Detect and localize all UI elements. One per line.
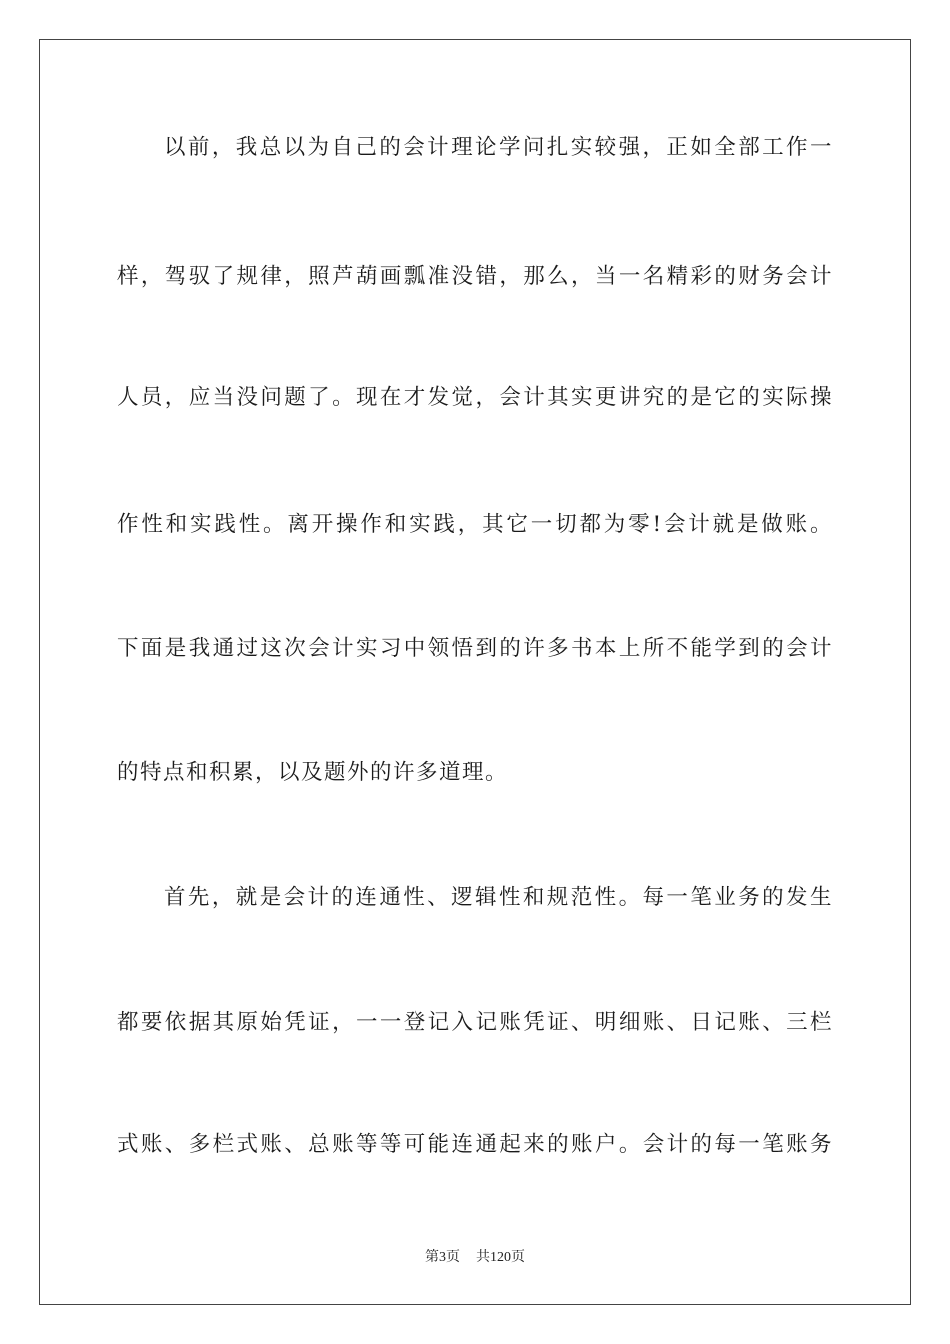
page-frame [39, 39, 911, 1305]
text-line: 都要依据其原始凭证，一一登记入记账凭证、明细账、日记账、三栏 [117, 1010, 833, 1035]
text-line: 首先，就是会计的连通性、逻辑性和规范性。每一笔业务的发生 [164, 885, 833, 910]
text-line: 样，驾驭了规律，照芦葫画瓢准没错，那么，当一名精彩的财务会计 [117, 264, 833, 289]
text-line: 的特点和积累，以及题外的许多道理。 [117, 760, 509, 785]
text-line: 式账、多栏式账、总账等等可能连通起来的账户。会计的每一笔账务 [117, 1132, 833, 1157]
page-total: 共120页 [476, 1250, 525, 1265]
text-line: 以前，我总以为自己的会计理论学问扎实较强，正如全部工作一 [164, 135, 833, 160]
page-footer [0, 1246, 950, 1266]
text-line: 下面是我通过这次会计实习中领悟到的许多书本上所不能学到的会计 [117, 636, 833, 661]
page-number: 第3页 [425, 1250, 460, 1265]
text-line: 人员，应当没问题了。现在才发觉，会计其实更讲究的是它的实际操 [117, 385, 833, 410]
text-line: 作性和实践性。离开操作和实践，其它一切都为零!会计就是做账。 [117, 512, 833, 537]
